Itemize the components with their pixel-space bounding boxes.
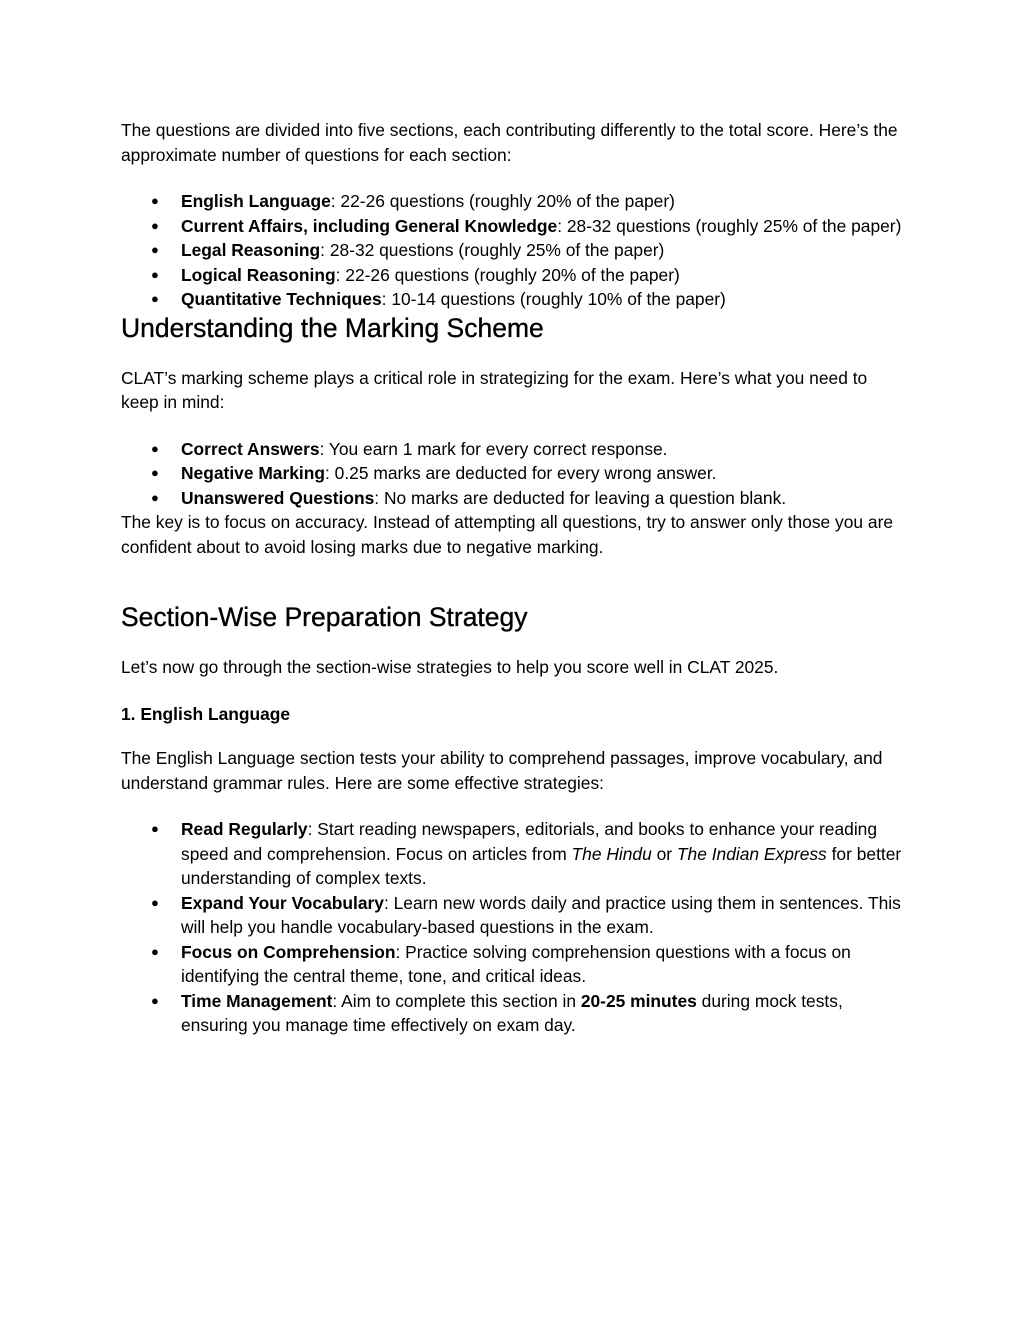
list-item-desc: : 22-26 questions (roughly 20% of the paper) (335, 264, 680, 285)
list-item-desc: : 28-32 questions (roughly 25% of the paper) (320, 240, 665, 260)
list-item-term: Expand Your Vocabulary (181, 892, 384, 913)
intro-paragraph: The questions are divided into five sections, each contributing differently to the total score. Here’s the approximate number of questions for each section: (121, 120, 898, 165)
list-item (181, 189, 906, 214)
list-item-term: Quantitative Techniques (181, 289, 382, 309)
list-item-term: Read Regularly (181, 819, 308, 839)
publication-name: The Hindu (571, 843, 652, 864)
list-item-desc: : Learn new words daily and practice using them in sentences. This will help you handle vocabulary-based questions in the exam. (181, 892, 901, 937)
list-item-desc: : Start reading newspapers, editorials, and books to enhance your reading speed and comprehension. Focus on articles from (181, 819, 878, 864)
list-item-desc: : No marks are deducted for leaving a question blank. (374, 487, 787, 508)
strategy-intro-paragraph: Let’s now go through the section-wise strategies to help you score well in CLAT 2025. (121, 657, 779, 677)
list-item (181, 263, 906, 288)
list-item-desc: : You earn 1 mark for every correct response. (319, 438, 668, 459)
list-item (181, 817, 906, 891)
marking-list (121, 437, 906, 511)
list-item-desc: or (651, 843, 677, 864)
list-item (181, 486, 906, 511)
publication-name: The Indian Express (676, 843, 827, 864)
list-item-desc: : 0.25 marks are deducted for every wrong answer. (325, 463, 717, 483)
list-item (181, 287, 906, 312)
list-item-desc: for better understanding of complex texts. (181, 843, 902, 888)
list-item (181, 989, 906, 1038)
list-item-desc: during mock tests, ensuring you manage time effectively on exam day. (181, 990, 843, 1035)
strategy-heading: Section-Wise Preparation Strategy (121, 602, 528, 632)
list-item (181, 940, 906, 989)
list-item-desc: : Practice solving comprehension questions with a focus on identifying the central theme, tone, and critical ideas. (181, 941, 851, 986)
english-strategies-list (121, 817, 906, 1038)
list-item (181, 437, 906, 462)
list-item-term: Focus on Comprehension (181, 941, 396, 962)
list-item (181, 214, 906, 239)
list-item-term: Current Affairs, including General Knowledge (181, 215, 558, 236)
time-highlight: 20-25 minutes (580, 990, 697, 1011)
list-item-term: Legal Reasoning (181, 240, 321, 260)
list-item (181, 891, 906, 940)
list-item-desc: : 28-32 questions (roughly 25% of the paper) (557, 215, 902, 236)
sections-list (121, 189, 906, 312)
english-intro-paragraph: The English Language section tests your ability to comprehend passages, improve vocabulary, and understand grammar rules. Here are some effective strategies: (121, 748, 883, 793)
list-item-desc: : 10-14 questions (roughly 10% of the paper) (381, 289, 726, 309)
marking-intro-paragraph: CLAT’s marking scheme plays a critical role in strategizing for the exam. Here’s what you need to keep in mind: (121, 367, 868, 412)
list-item-term: Negative Marking (181, 463, 325, 483)
list-item-desc: : 22-26 questions (roughly 20% of the paper) (330, 191, 675, 211)
english-language-subheading: 1. English Language (121, 703, 291, 724)
list-item-term: Time Management (181, 990, 333, 1011)
marking-closing-paragraph: The key is to focus on accuracy. Instead of attempting all questions, try to answer only those you are confident about to avoid losing marks due to negative marking. (121, 512, 894, 557)
list-item-term: Correct Answers (181, 438, 320, 459)
list-item-term: English Language (181, 191, 331, 211)
list-item-term: Logical Reasoning (181, 264, 336, 285)
marking-scheme-heading: Understanding the Marking Scheme (121, 312, 544, 343)
list-item-term: Unanswered Questions (181, 487, 375, 508)
list-item-desc: : Aim to complete this section in (332, 990, 581, 1011)
list-item (181, 238, 906, 263)
list-item (181, 461, 906, 486)
